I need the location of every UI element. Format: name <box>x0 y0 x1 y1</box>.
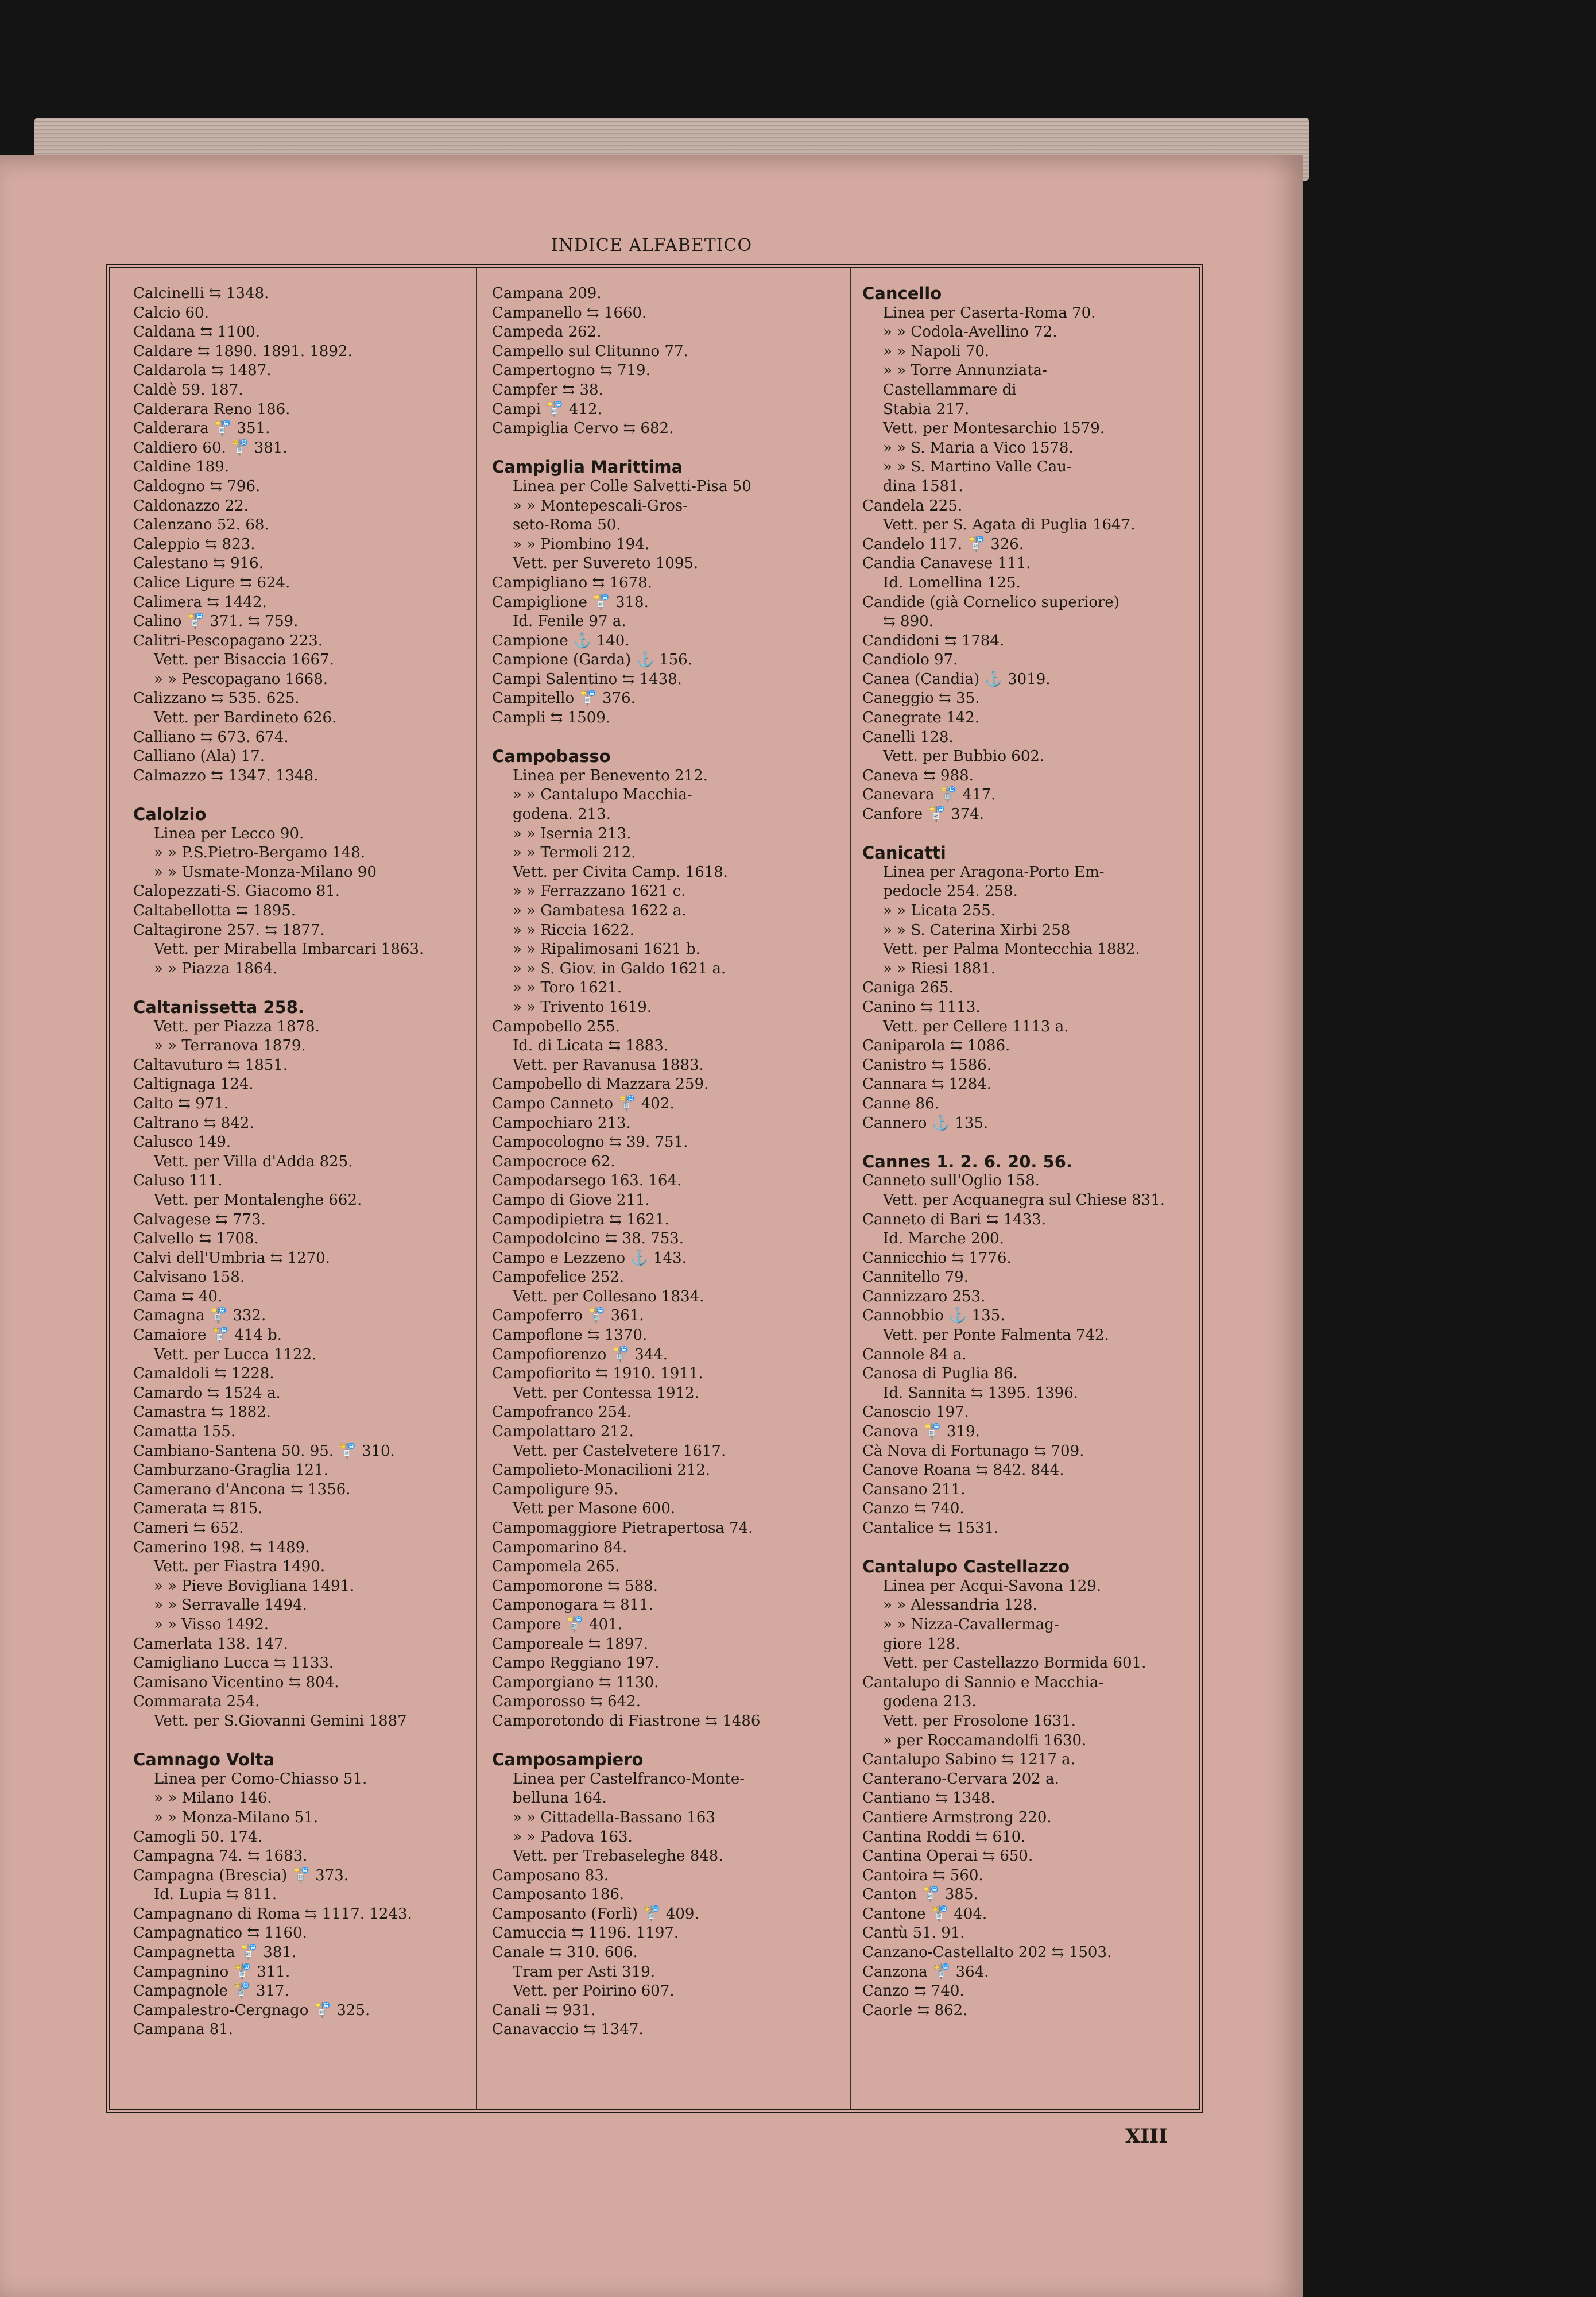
index-entry: Campo di Giove 211. <box>492 1191 650 1209</box>
index-entry: » » S. Maria a Vico 1578. <box>883 439 1074 457</box>
page-header: INDICE ALFABETICO <box>551 235 753 256</box>
index-entry: Id. Sannita ⇆ 1395. 1396. <box>883 1384 1078 1402</box>
index-entry: » » Isernia 213. <box>513 825 632 842</box>
index-entry: ⇆ 890. <box>883 613 933 631</box>
index-entry: Cantina Roddi ⇆ 610. <box>862 1828 1026 1846</box>
index-entry: Cameri ⇆ 652. <box>133 1519 244 1537</box>
index-entry: » » Piazza 1864. <box>154 960 278 977</box>
index-entry: Candia Canavese 111. <box>862 555 1031 573</box>
index-entry: Campocologno ⇆ 39. 751. <box>492 1134 688 1151</box>
index-heading: Camposampiero <box>492 1750 644 1770</box>
spacer <box>133 786 460 805</box>
index-entry: dina 1581. <box>883 477 963 495</box>
index-entry: Caldarola ⇆ 1487. <box>133 362 272 380</box>
index-entry: Id. Lomellina 125. <box>883 574 1021 591</box>
index-entry: Caltignaga 124. <box>133 1076 254 1093</box>
index-entry: Calto ⇆ 971. <box>133 1095 229 1112</box>
index-entry: » » Terranova 1879. <box>154 1037 306 1055</box>
index-entry: Linea per Lecco 90. <box>154 825 304 842</box>
index-entry: Campofiorito ⇆ 1910. 1911. <box>492 1365 703 1383</box>
index-entry: Camogli 50. 174. <box>133 1828 262 1846</box>
index-entry: » » Torre Annunziata- <box>883 362 1047 380</box>
index-entry: Campello sul Clitunno 77. <box>492 342 688 360</box>
index-entry: Canali ⇆ 931. <box>492 2001 596 2019</box>
index-entry: Vett. per Mirabella Imbarcari 1863. <box>154 941 424 958</box>
index-entry: Commarata 254. <box>133 1693 260 1711</box>
index-entry: Caleppio ⇆ 823. <box>133 535 255 553</box>
index-entry: Candiolo 97. <box>862 651 958 669</box>
index-entry: Camaiore 🚏 414 b. <box>133 1327 282 1344</box>
spacer <box>492 728 842 748</box>
spacer <box>133 979 460 998</box>
index-entry: Caltavuturo ⇆ 1851. <box>133 1056 288 1074</box>
index-heading: Campiglia Marittima <box>492 458 683 477</box>
index-entry: Calitri-Pescopagano 223. <box>133 632 323 649</box>
index-entry: » » Piombino 194. <box>513 535 649 553</box>
index-entry: Campochiaro 213. <box>492 1114 631 1132</box>
index-entry: Vett. per Castelvetere 1617. <box>513 1442 726 1460</box>
index-entry: Caniga 265. <box>862 979 954 997</box>
index-entry: » » Toro 1621. <box>513 979 622 997</box>
index-entry: Camardo ⇆ 1524 a. <box>133 1384 281 1402</box>
index-entry: Camatta 155. <box>133 1423 236 1441</box>
index-entry: Vett. per Piazza 1878. <box>154 1018 320 1035</box>
index-entry: Canneto sull'Oglio 158. <box>862 1172 1040 1190</box>
index-entry: giore 128. <box>883 1635 960 1653</box>
index-entry: Canfore 🚏 374. <box>862 806 985 823</box>
index-entry: Campagnino 🚏 311. <box>133 1963 290 1981</box>
index-entry: Camisano Vicentino ⇆ 804. <box>133 1673 339 1691</box>
index-entry: Calcinelli ⇆ 1348. <box>133 285 269 302</box>
index-heading: Cantalupo Castellazzo <box>862 1557 1070 1577</box>
index-entry: » » Visso 1492. <box>154 1615 269 1633</box>
index-column-2 <box>492 284 842 2098</box>
index-entry: Campanello ⇆ 1660. <box>492 304 647 322</box>
index-entry: Campana 81. <box>133 2021 234 2039</box>
index-entry: Cantalupo di Sannio e Macchia- <box>862 1673 1104 1691</box>
index-entry: Vett. per S. Agata di Puglia 1647. <box>883 516 1136 534</box>
index-entry: Campore 🚏 401. <box>492 1615 622 1633</box>
index-entry: Vett. per Ponte Falmenta 742. <box>883 1327 1109 1344</box>
index-entry: Calderara Reno 186. <box>133 400 290 418</box>
index-entry: Campomela 265. <box>492 1558 620 1576</box>
index-entry: Castellammare di <box>883 381 1017 399</box>
index-entry: Campigliano ⇆ 1678. <box>492 574 652 591</box>
index-entry: » » Ferrazzano 1621 c. <box>513 883 686 900</box>
index-entry: Campagna 74. ⇆ 1683. <box>133 1847 308 1865</box>
index-entry: Camerata ⇆ 815. <box>133 1500 263 1518</box>
index-entry: Vett. per Ravanusa 1883. <box>513 1056 704 1074</box>
index-entry: Caldana ⇆ 1100. <box>133 323 260 341</box>
index-entry: Linea per Como-Chiasso 51. <box>154 1770 367 1788</box>
index-entry: Camporgiano ⇆ 1130. <box>492 1673 659 1691</box>
index-entry: Campeda 262. <box>492 323 602 341</box>
index-entry: Cambiano-Santena 50. 95. 🚏 310. <box>133 1442 395 1460</box>
index-entry: Calestano ⇆ 916. <box>133 555 264 573</box>
index-entry: Camaldoli ⇆ 1228. <box>133 1365 274 1383</box>
index-entry: Campomaggiore Pietrapertosa 74. <box>492 1519 753 1537</box>
index-entry: » » Alessandria 128. <box>883 1596 1037 1614</box>
spacer <box>492 1731 842 1751</box>
index-entry: Caltabellotta ⇆ 1895. <box>133 902 296 919</box>
index-entry: Camburzano-Graglia 121. <box>133 1461 328 1479</box>
index-entry: » » Gambatesa 1622 a. <box>513 902 687 919</box>
index-entry: Caorle ⇆ 862. <box>862 2001 968 2019</box>
index-entry: Caldiero 60. 🚏 381. <box>133 439 288 457</box>
spacer <box>862 1538 1192 1558</box>
index-entry: Campiglia Cervo ⇆ 682. <box>492 420 674 438</box>
index-entry: Cantoira ⇆ 560. <box>862 1866 983 1884</box>
index-entry: Caldogno ⇆ 796. <box>133 477 261 495</box>
index-entry: » » Nizza-Cavallermag- <box>883 1615 1059 1633</box>
index-entry: Caltrano ⇆ 842. <box>133 1114 254 1132</box>
index-entry: Camigliano Lucca ⇆ 1133. <box>133 1654 334 1672</box>
index-entry: pedocle 254. 258. <box>883 883 1018 900</box>
index-entry: Camerino 198. ⇆ 1489. <box>133 1538 310 1556</box>
index-entry: Canzona 🚏 364. <box>862 1963 989 1981</box>
index-entry: » » S. Caterina Xirbi 258 <box>883 921 1071 939</box>
index-entry: godena. 213. <box>513 806 611 823</box>
index-entry: Caldine 189. <box>133 458 229 476</box>
index-entry: Calimera ⇆ 1442. <box>133 593 267 611</box>
index-entry: » » Milano 146. <box>154 1789 272 1807</box>
index-entry: Campagnano di Roma ⇆ 1117. 1243. <box>133 1905 412 1923</box>
index-entry: Linea per Aragona-Porto Em- <box>883 863 1105 881</box>
index-entry: Cantone 🚏 404. <box>862 1905 987 1923</box>
index-entry: Campagna (Brescia) 🚏 373. <box>133 1866 349 1884</box>
index-entry: Canne 86. <box>862 1095 939 1112</box>
index-entry: » » Pescopagano 1668. <box>154 670 328 688</box>
index-entry: » » Padova 163. <box>513 1828 633 1846</box>
index-entry: Calvi dell'Umbria ⇆ 1270. <box>133 1249 330 1267</box>
index-heading: Caltanissetta 258. <box>133 997 304 1017</box>
index-entry: Cantalice ⇆ 1531. <box>862 1519 999 1537</box>
index-entry: seto-Roma 50. <box>513 516 621 534</box>
index-entry: Caniparola ⇆ 1086. <box>862 1037 1010 1055</box>
index-entry: Linea per Castelfranco-Monte- <box>513 1770 745 1788</box>
index-entry: Campione (Garda) ⚓ 156. <box>492 651 692 669</box>
index-entry: Calice Ligure ⇆ 624. <box>133 574 290 591</box>
index-entry: Cansano 211. <box>862 1480 966 1498</box>
index-entry: Campagnetta 🚏 381. <box>133 1944 297 1962</box>
index-entry: Cantù 51. 91. <box>862 1924 965 1942</box>
index-entry: Vett. per Lucca 1122. <box>154 1345 317 1363</box>
index-entry: » per Roccamandolfi 1630. <box>883 1731 1087 1749</box>
spacer <box>862 825 1192 844</box>
index-entry: Campobello 255. <box>492 1018 620 1035</box>
index-entry: Campiglione 🚏 318. <box>492 593 649 611</box>
index-entry: Vett. per Contessa 1912. <box>513 1384 699 1402</box>
index-entry: Calenzano 52. 68. <box>133 516 269 534</box>
index-entry: Canove Roana ⇆ 842. 844. <box>862 1461 1064 1479</box>
index-entry: Id. Lupia ⇆ 811. <box>154 1886 277 1904</box>
index-entry: Campo Canneto 🚏 402. <box>492 1095 675 1112</box>
index-entry: Id. Fenile 97 a. <box>513 613 626 631</box>
index-entry: Tram per Asti 319. <box>513 1963 655 1981</box>
index-entry: Canavaccio ⇆ 1347. <box>492 2021 644 2039</box>
index-entry: Calizzano ⇆ 535. 625. <box>133 690 300 707</box>
index-entry: Id. Marche 200. <box>883 1230 1004 1248</box>
index-entry: Linea per Benevento 212. <box>513 767 708 784</box>
index-entry: » » Termoli 212. <box>513 844 636 862</box>
index-entry: » » Cantalupo Macchia- <box>513 786 692 804</box>
index-entry: Campitello 🚏 376. <box>492 690 636 707</box>
index-entry: Caneva ⇆ 988. <box>862 767 974 784</box>
index-entry: Campo Reggiano 197. <box>492 1654 660 1672</box>
index-entry: Campalestro-Cergnago 🚏 325. <box>133 2001 370 2019</box>
index-entry: » » Codola-Avellino 72. <box>883 323 1057 341</box>
index-entry: Cantina Operai ⇆ 650. <box>862 1847 1033 1865</box>
index-entry: Cannobbio ⚓ 135. <box>862 1307 1005 1325</box>
index-entry: Campagnole 🚏 317. <box>133 1982 289 2000</box>
index-entry: Vett. per Castellazzo Bormida 601. <box>883 1654 1146 1672</box>
index-entry: belluna 164. <box>513 1789 607 1807</box>
index-entry: Vett. per Collesano 1834. <box>513 1287 704 1305</box>
index-entry: Canzano-Castellalto 202 ⇆ 1503. <box>862 1944 1112 1962</box>
index-entry: Campolieto-Monacilioni 212. <box>492 1461 711 1479</box>
index-entry: Calvisano 158. <box>133 1269 245 1286</box>
index-entry: Cantiere Armstrong 220. <box>862 1808 1052 1826</box>
index-entry: Canelli 128. <box>862 728 954 746</box>
index-entry: Cà Nova di Fortunago ⇆ 709. <box>862 1442 1084 1460</box>
index-entry: Calliano (Ala) 17. <box>133 748 265 765</box>
index-entry: Cannitello 79. <box>862 1269 969 1286</box>
index-entry: Campobello di Mazzara 259. <box>492 1076 709 1093</box>
index-entry: Cantalupo Sabino ⇆ 1217 a. <box>862 1751 1075 1769</box>
index-entry: Calderara 🚏 351. <box>133 420 270 438</box>
index-entry: Canterano-Cervara 202 a. <box>862 1770 1059 1788</box>
column-divider <box>850 268 851 2109</box>
index-entry: Vett per Masone 600. <box>513 1500 676 1518</box>
page-number: XIII <box>1125 2125 1168 2148</box>
index-column-3 <box>862 284 1192 2098</box>
index-entry: Campoferro 🚏 361. <box>492 1307 644 1325</box>
book-page <box>0 155 1303 2297</box>
index-entry: Canneto di Bari ⇆ 1433. <box>862 1211 1046 1228</box>
index-entry: » » Serravalle 1494. <box>154 1596 307 1614</box>
index-entry: Vett. per Villa d'Adda 825. <box>154 1153 353 1170</box>
index-entry: Cannara ⇆ 1284. <box>862 1076 992 1093</box>
index-entry: Calusco 149. <box>133 1134 231 1151</box>
index-entry: Camporeale ⇆ 1897. <box>492 1635 649 1653</box>
index-entry: Caneggio ⇆ 35. <box>862 690 980 707</box>
index-entry: » » Riesi 1881. <box>883 960 995 977</box>
index-entry: Campodarsego 163. 164. <box>492 1172 682 1190</box>
index-entry: Vett. per Fiastra 1490. <box>154 1558 326 1576</box>
index-entry: Camastra ⇆ 1882. <box>133 1403 272 1421</box>
index-entry: Campione ⚓ 140. <box>492 632 630 649</box>
index-entry: Canistro ⇆ 1586. <box>862 1056 992 1074</box>
index-entry: Candelo 117. 🚏 326. <box>862 535 1024 553</box>
index-entry: Vett. per Bubbio 602. <box>883 748 1045 765</box>
index-entry: Canegrate 142. <box>862 709 980 727</box>
index-entry: » » Trivento 1619. <box>513 998 652 1016</box>
index-entry: » » Cittadella-Bassano 163 <box>513 1808 715 1826</box>
index-entry: Camposano 83. <box>492 1866 609 1884</box>
index-heading: Cancello <box>862 284 942 303</box>
index-entry: Camerlata 138. 147. <box>133 1635 288 1653</box>
index-entry: » » Licata 255. <box>883 902 996 919</box>
index-entry: Canoscio 197. <box>862 1403 969 1421</box>
index-entry: » » S. Giov. in Galdo 1621 a. <box>513 960 726 977</box>
index-entry: Vett. per Trebaseleghe 848. <box>513 1847 723 1865</box>
column-divider <box>476 268 477 2109</box>
index-entry: Campfer ⇆ 38. <box>492 381 603 399</box>
index-entry: Caldonazzo 22. <box>133 497 249 515</box>
index-entry: Camponogara ⇆ 811. <box>492 1596 654 1614</box>
index-entry: Cannole 84 a. <box>862 1345 967 1363</box>
index-entry: » » S. Martino Valle Cau- <box>883 458 1072 476</box>
index-entry: Campagnatico ⇆ 1160. <box>133 1924 307 1942</box>
index-entry: » » Pieve Bovigliana 1491. <box>154 1577 355 1595</box>
index-entry: Campana 209. <box>492 285 602 302</box>
index-entry: Vett. per S.Giovanni Gemini 1887 <box>154 1712 407 1730</box>
index-entry: Linea per Acqui-Savona 129. <box>883 1577 1102 1595</box>
index-entry: Calopezzati-S. Giacomo 81. <box>133 883 340 900</box>
index-entry: Canea (Candia) ⚓ 3019. <box>862 670 1051 688</box>
index-column-1 <box>133 284 460 2098</box>
index-entry: Campomarino 84. <box>492 1538 627 1556</box>
index-entry: Candela 225. <box>862 497 963 515</box>
index-entry: Calcio 60. <box>133 304 209 322</box>
index-entry: Camporosso ⇆ 642. <box>492 1693 641 1711</box>
index-entry: Stabia 217. <box>883 400 970 418</box>
index-entry: Camposanto (Forlì) 🚏 409. <box>492 1905 699 1923</box>
index-entry: Canino ⇆ 1113. <box>862 998 981 1016</box>
index-heading: Camnago Volta <box>133 1750 275 1770</box>
index-entry: Caluso 111. <box>133 1172 223 1190</box>
index-entry: Vett. per Cellere 1113 a. <box>883 1018 1069 1035</box>
index-entry: Canton 🚏 385. <box>862 1886 978 1904</box>
index-entry: Cannizzaro 253. <box>862 1287 986 1305</box>
index-entry: Campertogno ⇆ 719. <box>492 362 650 380</box>
index-entry: Caldè 59. 187. <box>133 381 243 399</box>
index-entry: Linea per Caserta-Roma 70. <box>883 304 1096 322</box>
index-entry: Cannicchio ⇆ 1776. <box>862 1249 1012 1267</box>
index-heading: Canicatti <box>862 844 946 863</box>
index-entry: Campofranco 254. <box>492 1403 632 1421</box>
index-entry: Vett. per Montesarchio 1579. <box>883 420 1105 438</box>
index-entry: Candide (già Cornelico superiore) <box>862 593 1119 611</box>
index-entry: Vett. per Civita Camp. 1618. <box>513 863 729 881</box>
index-entry: Campomorone ⇆ 588. <box>492 1577 658 1595</box>
index-entry: » » Monza-Milano 51. <box>154 1808 319 1826</box>
index-entry: Campli ⇆ 1509. <box>492 709 611 727</box>
index-entry: Vett. per Bisaccia 1667. <box>154 651 334 669</box>
index-entry: Campofiorenzo 🚏 344. <box>492 1345 668 1363</box>
index-entry: » » Usmate-Monza-Milano 90 <box>154 863 377 881</box>
index-entry: Vett. per Frosolone 1631. <box>883 1712 1076 1730</box>
index-frame <box>106 264 1203 2113</box>
spacer <box>133 1731 460 1751</box>
index-entry: Cannero ⚓ 135. <box>862 1114 989 1132</box>
index-entry: » » Ripalimosani 1621 b. <box>513 941 700 958</box>
index-entry: » » Montepescali-Gros- <box>513 497 688 515</box>
index-entry: Calliano ⇆ 673. 674. <box>133 728 289 746</box>
index-entry: Canevara 🚏 417. <box>862 786 996 804</box>
index-entry: Camposanto 186. <box>492 1886 625 1904</box>
index-entry: Campofelice 252. <box>492 1269 625 1286</box>
index-entry: Canale ⇆ 310. 606. <box>492 1944 638 1962</box>
index-entry: Campi 🚏 412. <box>492 400 602 418</box>
index-entry: Campodipietra ⇆ 1621. <box>492 1211 669 1228</box>
index-entry: Canova 🚏 319. <box>862 1423 980 1441</box>
index-entry: Camagna 🚏 332. <box>133 1307 266 1325</box>
index-entry: Campi Salentino ⇆ 1438. <box>492 670 682 688</box>
index-entry: Calvello ⇆ 1708. <box>133 1230 259 1248</box>
index-entry: Vett. per Suvereto 1095. <box>513 555 699 573</box>
index-entry: Caldare ⇆ 1890. 1891. 1892. <box>133 342 352 360</box>
index-entry: Canzo ⇆ 740. <box>862 1982 964 2000</box>
index-entry: Vett. per Palma Montecchia 1882. <box>883 941 1140 958</box>
index-entry: Vett. per Bardineto 626. <box>154 709 337 727</box>
index-entry: Cantiano ⇆ 1348. <box>862 1789 995 1807</box>
index-entry: Campolattaro 212. <box>492 1423 634 1441</box>
index-entry: » » Riccia 1622. <box>513 921 634 939</box>
index-entry: Calmazzo ⇆ 1347. 1348. <box>133 767 319 784</box>
spacer <box>862 1133 1192 1153</box>
index-entry: Id. di Licata ⇆ 1883. <box>513 1037 669 1055</box>
index-entry: Campoflone ⇆ 1370. <box>492 1327 648 1344</box>
index-entry: Campoligure 95. <box>492 1480 618 1498</box>
index-entry: Camuccia ⇆ 1196. 1197. <box>492 1924 679 1942</box>
index-entry: Cama ⇆ 40. <box>133 1287 223 1305</box>
index-entry: Campocroce 62. <box>492 1153 615 1170</box>
index-entry: Calino 🚏 371. ⇆ 759. <box>133 613 299 631</box>
index-entry: Campodolcino ⇆ 38. 753. <box>492 1230 684 1248</box>
index-entry: Vett. per Poirino 607. <box>513 1982 675 2000</box>
index-entry: Canosa di Puglia 86. <box>862 1365 1018 1383</box>
spacer <box>492 439 842 458</box>
index-entry: Caltagirone 257. ⇆ 1877. <box>133 921 325 939</box>
index-entry: Camporotondo di Fiastrone ⇆ 1486 <box>492 1712 761 1730</box>
index-heading: Cannes 1. 2. 6. 20. 56. <box>862 1152 1072 1171</box>
index-entry: » » Napoli 70. <box>883 342 990 360</box>
index-entry: Canzo ⇆ 740. <box>862 1500 964 1518</box>
index-heading: Calolzio <box>133 805 207 825</box>
index-heading: Campobasso <box>492 747 611 767</box>
index-entry: » » P.S.Pietro-Bergamo 148. <box>154 844 366 862</box>
index-entry: Calvagese ⇆ 773. <box>133 1211 266 1228</box>
index-entry: Vett. per Acquanegra sul Chiese 831. <box>883 1191 1165 1209</box>
index-entry: Campo e Lezzeno ⚓ 143. <box>492 1249 687 1267</box>
index-entry: Linea per Colle Salvetti-Pisa 50 <box>513 477 751 495</box>
index-entry: Camerano d'Ancona ⇆ 1356. <box>133 1480 351 1498</box>
index-entry: godena 213. <box>883 1693 977 1711</box>
index-entry: Vett. per Montalenghe 662. <box>154 1191 362 1209</box>
index-entry: Candidoni ⇆ 1784. <box>862 632 1005 649</box>
